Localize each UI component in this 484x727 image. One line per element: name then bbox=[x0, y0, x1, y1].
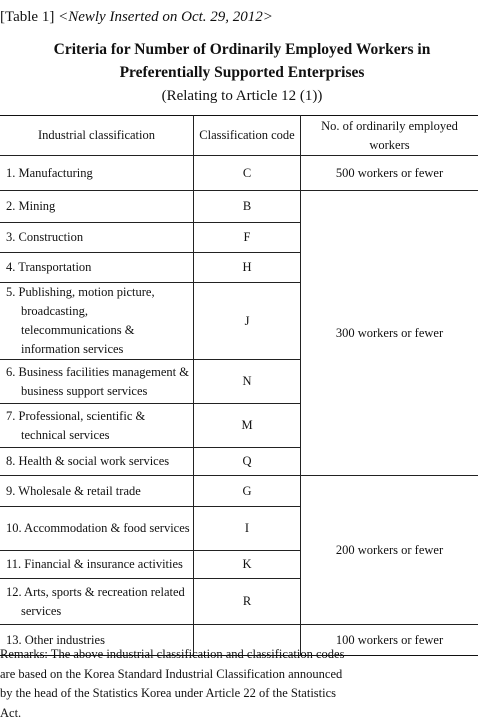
remarks-text: Remarks: The above industrial classification and classification codes are based on the Korea Standard Industrial Classification announced by the head of the Statistics Korea under Article 22 of the Statistics Act. bbox=[0, 647, 345, 720]
row-classification: 11. Financial & insurance activities bbox=[0, 551, 194, 579]
row-code: G bbox=[194, 476, 301, 507]
document-title-line-2: Preferentially Supported Enterprises bbox=[119, 64, 365, 81]
table-row bbox=[0, 476, 478, 507]
row-classification: 1. Manufacturing bbox=[0, 156, 194, 191]
row-code: B bbox=[194, 191, 301, 223]
row-classification: 9. Wholesale & retail trade bbox=[0, 476, 194, 507]
row-code: N bbox=[194, 360, 301, 404]
table-header-line bbox=[0, 9, 273, 26]
row-code: M bbox=[194, 404, 301, 448]
worker-limit: 500 workers or fewer bbox=[301, 156, 479, 191]
worker-limit: 200 workers or fewer bbox=[301, 476, 479, 625]
table-row bbox=[0, 156, 478, 191]
criteria-table bbox=[0, 115, 478, 656]
row-classification: 5. Publishing, motion picture, broadcasting, telecommunications & information services bbox=[0, 283, 194, 360]
column-header-workers: No. of ordinarily employed workers bbox=[301, 116, 479, 156]
row-code: Q bbox=[194, 448, 301, 476]
row-classification: 10. Accommodation & food services bbox=[0, 507, 194, 551]
row-classification: 12. Arts, sports & recreation related services bbox=[0, 579, 194, 625]
row-code: R bbox=[194, 579, 301, 625]
column-header-code: Classification code bbox=[194, 116, 301, 156]
row-classification: 13. Other industries bbox=[0, 625, 194, 656]
document-subtitle: (Relating to Article 12 (1)) bbox=[161, 88, 323, 104]
row-classification: 7. Professional, scientific & technical services bbox=[0, 404, 194, 448]
row-classification: 6. Business facilities management & business support services bbox=[0, 360, 194, 404]
row-code: H bbox=[194, 253, 301, 283]
row-code: F bbox=[194, 223, 301, 253]
row-classification: 8. Health & social work services bbox=[0, 448, 194, 476]
insertion-note: <Newly Inserted on Oct. 29, 2012> bbox=[58, 9, 273, 25]
row-code: K bbox=[194, 551, 301, 579]
row-code: C bbox=[194, 156, 301, 191]
table-row bbox=[0, 191, 478, 223]
table-header-row bbox=[0, 116, 478, 156]
row-classification: 2. Mining bbox=[0, 191, 194, 223]
row-classification: 4. Transportation bbox=[0, 253, 194, 283]
table-label: [Table 1] bbox=[0, 9, 55, 25]
document-title-line-1: Criteria for Number of Ordinarily Employed Workers in bbox=[53, 41, 431, 58]
row-code: J bbox=[194, 283, 301, 360]
worker-limit: 300 workers or fewer bbox=[301, 191, 479, 476]
row-code: I bbox=[194, 507, 301, 551]
column-header-classification: Industrial classification bbox=[0, 116, 194, 156]
row-classification: 3. Construction bbox=[0, 223, 194, 253]
worker-limit: 100 workers or fewer bbox=[301, 625, 479, 656]
